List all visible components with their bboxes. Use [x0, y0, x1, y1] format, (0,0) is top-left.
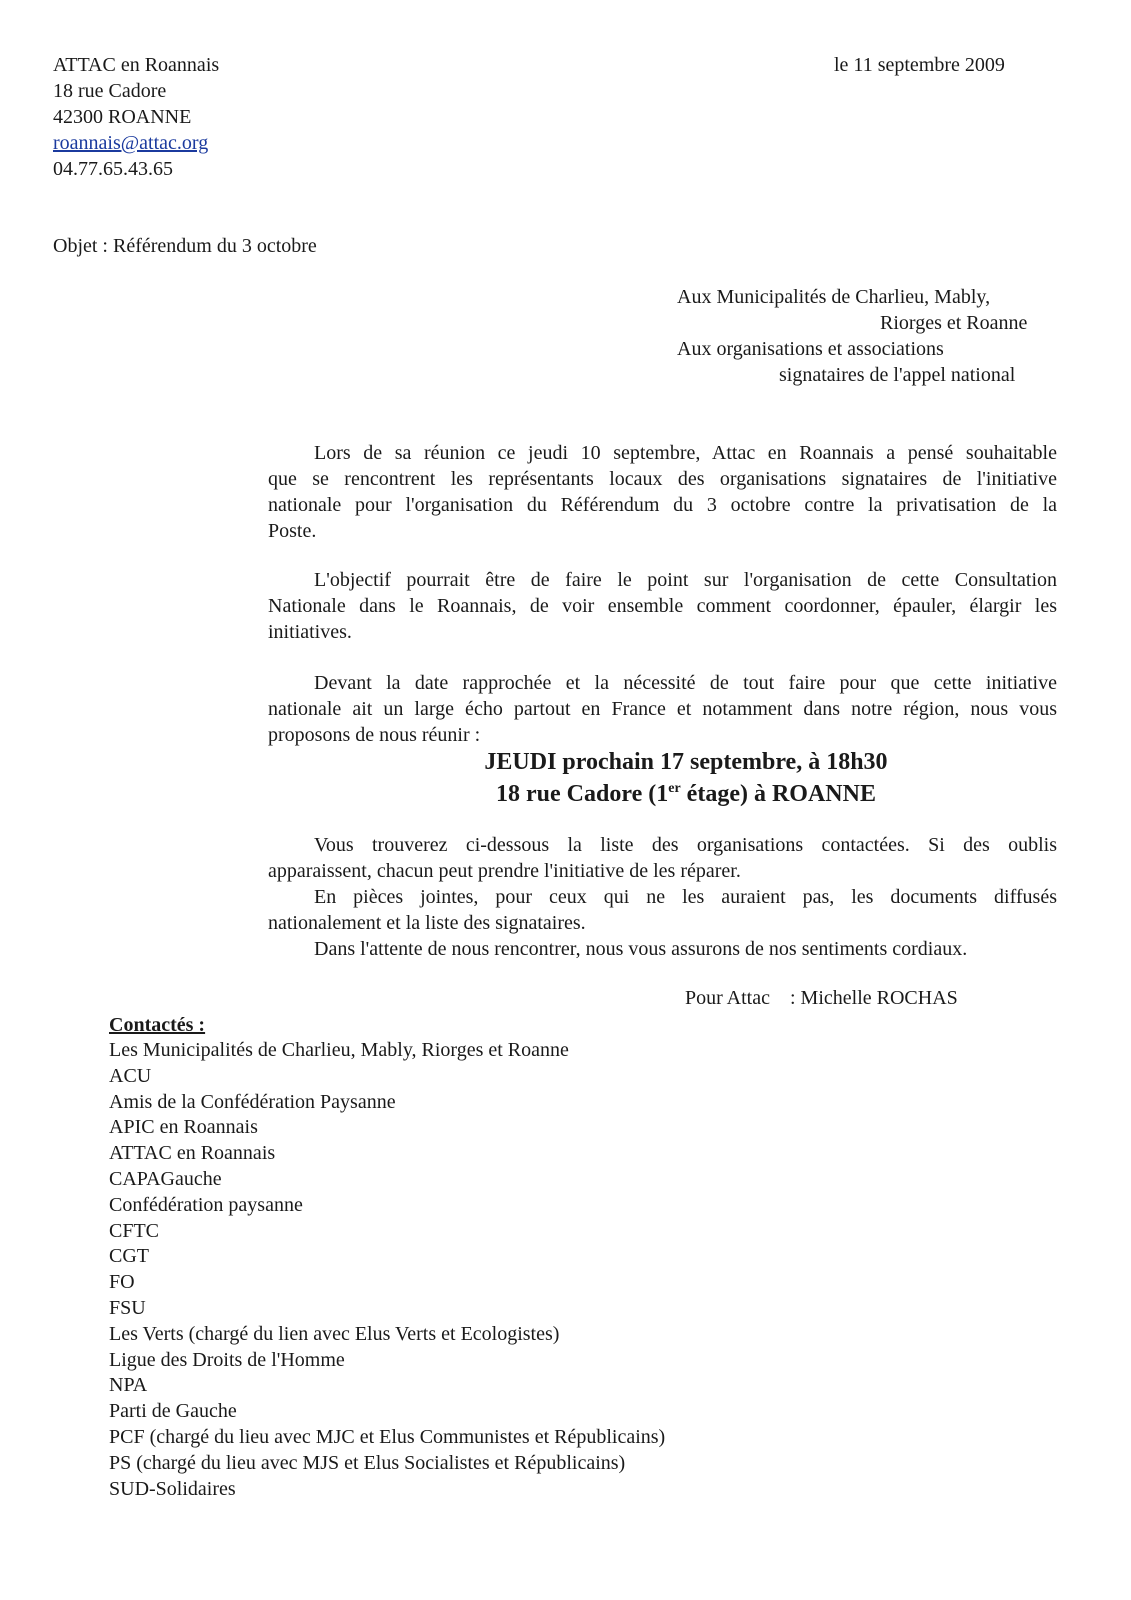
- body-paragraph-3: [268, 670, 1057, 748]
- paragraph-line: Vous trouverez ci-dessous la liste des organisations contactées. Si des oublis: [314, 834, 1057, 856]
- paragraph-line: nationalement et la liste des signataires.: [268, 912, 586, 934]
- list-item: Amis de la Confédération Paysanne: [109, 1090, 396, 1113]
- list-item: Parti de Gauche: [109, 1400, 237, 1423]
- body-paragraph-1: [268, 440, 1057, 544]
- signature-label: Pour Attac: [685, 987, 770, 1009]
- list-item: APIC en Roannais: [109, 1116, 258, 1139]
- list-item: PCF (chargé du lieu avec MJC et Elus Communistes et Républicains): [109, 1425, 666, 1448]
- paragraph-line: apparaissent, chacun peut prendre l'initiative de les réparer.: [268, 860, 741, 882]
- list-item: Ligue des Droits de l'Homme: [109, 1348, 345, 1371]
- body-paragraph-6: [268, 936, 1057, 962]
- list-item: CFTC: [109, 1219, 160, 1242]
- letter-date: le 11 septembre 2009: [834, 54, 1005, 76]
- contacts-list: [109, 1038, 665, 1502]
- body-paragraph-5: [268, 884, 1057, 936]
- list-item: FSU: [109, 1296, 146, 1319]
- paragraph-line: Nationale dans le Roannais, de voir ensemble comment coordonner, épauler, élargir les: [268, 595, 1057, 617]
- list-item: ACU: [109, 1064, 152, 1087]
- list-item: SUD-Solidaires: [109, 1477, 236, 1500]
- paragraph-line: Poste.: [268, 520, 317, 542]
- sender-address-block: [53, 52, 219, 182]
- paragraph-line: nationale ait un large écho partout en France et notamment dans notre région, nous vous: [268, 698, 1057, 720]
- sender-city: 42300 ROANNE: [53, 106, 192, 128]
- sender-phone: 04.77.65.43.65: [53, 158, 173, 180]
- list-item: FO: [109, 1271, 135, 1294]
- list-item: Les Verts (chargé du lien avec Elus Verts et Ecologistes): [109, 1322, 560, 1345]
- paragraph-line: initiatives.: [268, 621, 352, 643]
- list-item: ATTAC en Roannais: [109, 1142, 276, 1165]
- contacts-section: [109, 1012, 665, 1502]
- body-paragraph-4: [268, 832, 1057, 884]
- meeting-date-time: JEUDI prochain 17 septembre, à 18h30: [484, 749, 888, 775]
- letter-subject: Objet : Référendum du 3 octobre: [53, 235, 317, 257]
- contacts-title: Contactés :: [109, 1014, 206, 1036]
- list-item: Les Municipalités de Charlieu, Mably, Riorges et Roanne: [109, 1039, 569, 1061]
- paragraph-line: proposons de nous réunir :: [268, 724, 481, 746]
- recipient-line-2: Riorges et Roanne: [880, 312, 1028, 334]
- paragraph-line: nationale pour l'organisation du Référendum du 3 octobre contre la privatisation de la: [268, 494, 1057, 516]
- sender-name: ATTAC en Roannais: [53, 54, 220, 76]
- list-item: Confédération paysanne: [109, 1193, 303, 1216]
- recipient-line-1: Aux Municipalités de Charlieu, Mably,: [677, 286, 991, 308]
- body-paragraph-2: [268, 567, 1057, 645]
- recipient-line-4: signataires de l'appel national: [779, 364, 1016, 386]
- paragraph-line: En pièces jointes, pour ceux qui ne les auraient pas, les documents diffusés: [314, 886, 1057, 908]
- paragraph-line: L'objectif pourrait être de faire le point sur l'organisation de cette Consultation: [314, 569, 1057, 591]
- sender-street: 18 rue Cadore: [53, 80, 167, 102]
- paragraph-line: Devant la date rapprochée et la nécessité de tout faire pour que cette initiative: [314, 672, 1057, 694]
- meeting-location: 18 rue Cadore (1er étage) à ROANNE: [496, 781, 876, 807]
- recipient-line-3: Aux organisations et associations: [677, 338, 944, 360]
- list-item: CGT: [109, 1245, 149, 1268]
- list-item: NPA: [109, 1374, 148, 1397]
- sender-email-link[interactable]: roannais@attac.org: [53, 132, 209, 154]
- signature-name: : Michelle ROCHAS: [790, 987, 958, 1009]
- paragraph-line: Lors de sa réunion ce jeudi 10 septembre, Attac en Roannais a pensé souhaitable: [314, 442, 1057, 464]
- list-item: PS (chargé du lieu avec MJS et Elus Socialistes et Républicains): [109, 1451, 626, 1474]
- paragraph-line: Dans l'attente de nous rencontrer, nous vous assurons de nos sentiments cordiaux.: [314, 938, 968, 960]
- list-item: CAPAGauche: [109, 1167, 222, 1190]
- paragraph-line: que se rencontrent les représentants locaux des organisations signataires de l'initiative: [268, 468, 1057, 490]
- signature: [685, 985, 958, 1011]
